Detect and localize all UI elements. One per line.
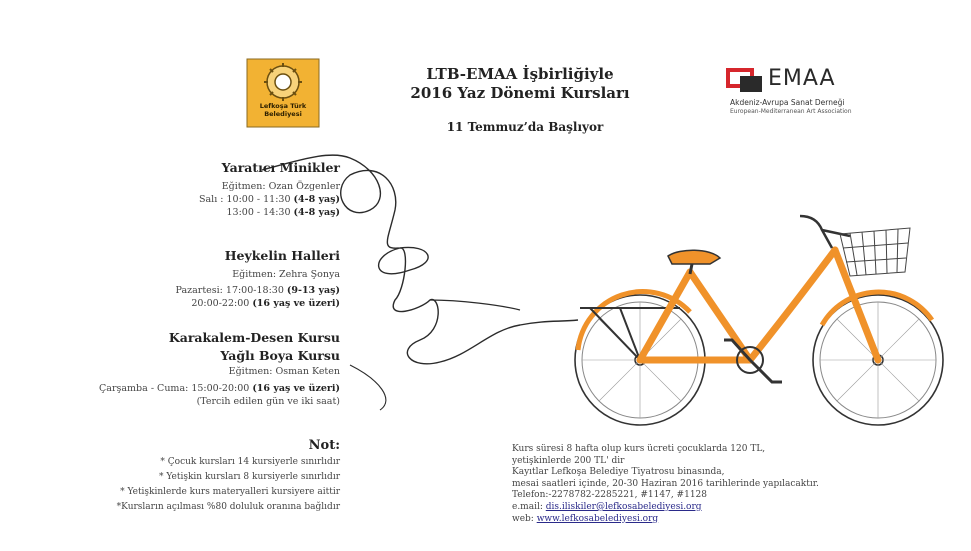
- course-schedule-row: 13:00 - 14:30 (4-8 yaş): [226, 207, 340, 218]
- notes-heading: Not:: [308, 438, 340, 453]
- registration-info: [512, 444, 819, 525]
- ltb-logo-text-2: Belediyesi: [264, 110, 302, 118]
- email-row: e.mail: dis.iliskiler@lefkosabelediyesi.org: [512, 501, 702, 512]
- course-karakalem-yagli-boya: [99, 330, 340, 408]
- emaa-logo-name: EMAA: [768, 66, 836, 91]
- emaa-logo-tagline-tr: Akdeniz-Avrupa Sanat Derneği: [730, 98, 845, 107]
- email-link[interactable]: dis.iliskiler@lefkosabelediyesi.org: [545, 501, 702, 512]
- note-item: * Yetişkinlerde kurs materyalleri kursiyere aittir: [120, 487, 340, 497]
- course-instructor: Eğitmen: Osman Keten: [228, 366, 340, 377]
- emaa-logo-tagline-en: European-Mediterranean Art Association: [730, 108, 852, 115]
- emaa-logo: [726, 66, 896, 122]
- ltb-logo: [246, 58, 320, 128]
- course-title: Yaratıcı Minikler: [221, 160, 340, 175]
- course-schedule-row: 20:00-22:00 (16 yaş ve üzeri): [191, 298, 340, 309]
- course-title: Heykelin Halleri: [224, 248, 340, 263]
- course-schedule-row: Çarşamba - Cuma: 15:00-20:00 (16 yaş ve üzeri): [99, 383, 340, 394]
- note-item: *Kursların açılması %80 doluluk oranına bağlıdır: [116, 502, 340, 512]
- info-line: mesai saatleri içinde, 20-30 Haziran 2016 tarihlerinde yapılacaktır.: [512, 478, 819, 489]
- course-title-2: Yağlı Boya Kursu: [220, 348, 340, 363]
- info-line: Kurs süresi 8 hafta olup kurs ücreti çocuklarda 120 TL,: [512, 444, 766, 454]
- info-line: Kayıtlar Lefkoşa Belediye Tiyatrosu binasında,: [512, 467, 725, 478]
- note-item: * Çocuk kursları 14 kursiyerle sınırlıdır: [160, 457, 340, 467]
- emaa-logo-mark: [726, 68, 764, 94]
- ltb-logo-text-1: Lefkoşa Türk: [259, 102, 307, 110]
- course-schedule-row: Salı : 10:00 - 11:30 (4-8 yaş): [199, 194, 340, 205]
- info-line: Telefon:-2278782-2285221, #1147, #1128: [512, 490, 707, 501]
- page-subtitle: 11 Temmuz’da Başlıyor: [446, 120, 604, 134]
- course-instructor: Eğitmen: Zehra Şonya: [232, 269, 340, 280]
- page-title: [360, 65, 680, 103]
- note-item: * Yetişkin kursları 8 kursiyerle sınırlıdır: [159, 472, 340, 482]
- title-line-2: 2016 Yaz Dönemi Kursları: [410, 84, 630, 102]
- course-schedule-note: (Tercih edilen gün ve iki saat): [196, 396, 340, 407]
- web-row: web: www.lefkosabelediyesi.org: [512, 513, 659, 524]
- notes: [117, 437, 340, 515]
- bicycle-illustration: [560, 200, 960, 440]
- course-heykelin-halleri: [175, 248, 340, 310]
- web-link[interactable]: www.lefkosabelediyesi.org: [536, 513, 659, 524]
- course-yaratici-minikler: [199, 160, 340, 219]
- course-instructor: Eğitmen: Ozan Özgenler: [221, 181, 340, 192]
- course-schedule-row: Pazartesi: 17:00-18:30 (9-13 yaş): [175, 285, 340, 296]
- info-line: yetişkinlerde 200 TL' dir: [512, 455, 625, 466]
- course-title: Karakalem-Desen Kursu: [168, 330, 340, 345]
- title-line-1: LTB-EMAA İşbirliğiyle: [426, 65, 614, 83]
